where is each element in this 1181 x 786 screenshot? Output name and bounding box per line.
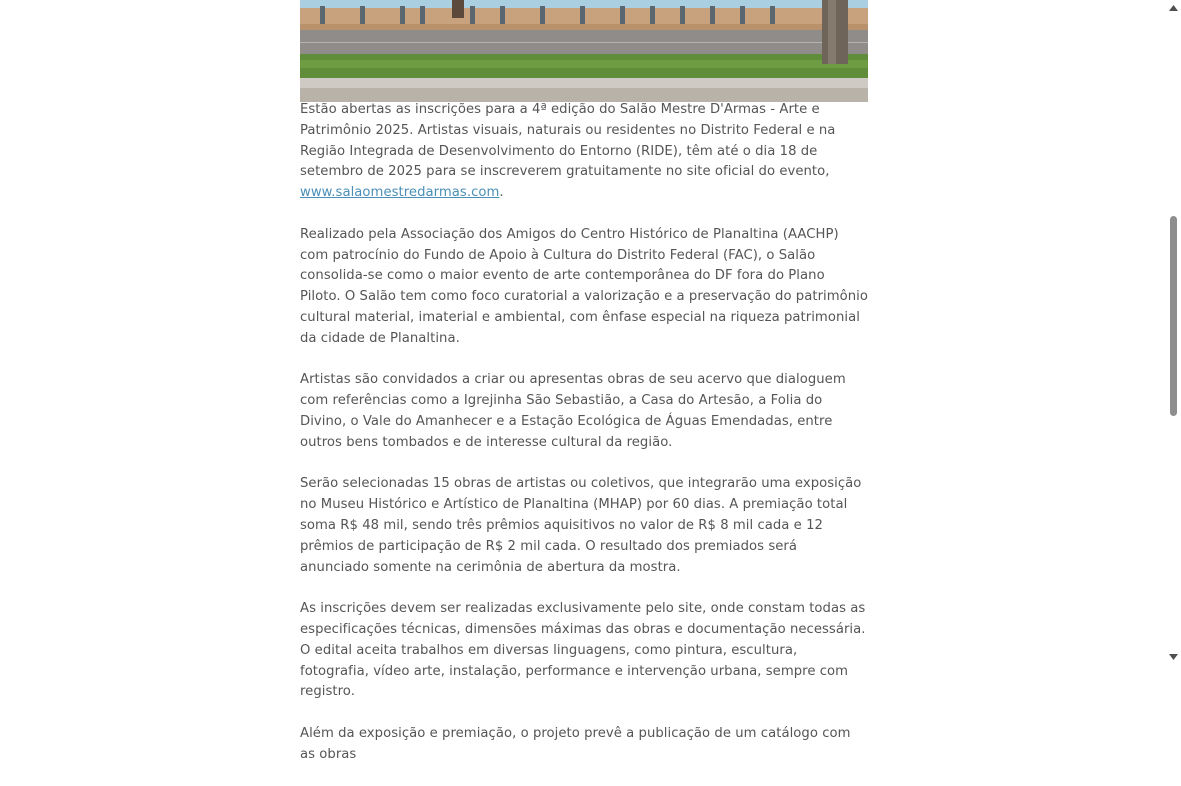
article-paragraph-1 [300, 100, 868, 204]
article-hero-image [300, 0, 868, 102]
triangle-up-icon[interactable] [1166, 0, 1181, 15]
article-paragraph-2: Realizado pela Associação dos Amigos do Centro Histórico de Planaltina (AACHP) com patrocínio do Fundo de Apoio à Cultura do Distrito Federal (FAC), o Salão consolida-se como o maior evento de arte contemporânea do DF fora do Plano Piloto. O Salão tem como foco curatorial a valorização e a preservação do patrimônio cultural material, imaterial e ambiental, com ênfase especial na riqueza patrimonial da cidade de Planaltina. [300, 226, 869, 346]
triangle-down-icon[interactable] [1166, 649, 1181, 664]
article-body [300, 100, 868, 786]
article-paragraph-3: Artistas são convidados a criar ou apresentas obras de seu acervo que dialoguem com referências como a Igrejinha São Sebastião, a Casa do Artesão, a Folia do Divino, o Vale do Amanhecer e a Estação Ecológica de Águas Emendadas, entre outros bens tombados e de interesse cultural da região. [300, 372, 846, 450]
article-paragraph-6: Além da exposição e premiação, o projeto prevê a publicação de um catálogo com as obras [300, 725, 851, 762]
vertical-scrollbar[interactable] [1166, 0, 1181, 664]
article-paragraph-4: Serão selecionadas 15 obras de artistas ou coletivos, que integrarão uma exposição no Museu Histórico e Artístico de Planaltina (MHAP) por 60 dias. A premiação total soma R$ 48 mil, sendo três prêmios aquisitivos no valor de R$ 8 mil cada e 12 prêmios de participação de R$ 2 mil cada. O resultado dos premiados será anunciado somente na cerimônia de abertura da mostra. [300, 476, 862, 575]
event-website-link[interactable]: www.salaomestredarmas.com [300, 185, 500, 201]
article-paragraph-1-end: . [499, 185, 504, 201]
article-paragraph-5: As inscrições devem ser realizadas exclusivamente pelo site, onde constam todas as especificações técnicas, dimensões máximas das obras e documentação necessária. O edital aceita trabalhos em diversas linguagens, como pintura, escultura, fotografia, vídeo arte, instalação, performance e intervenção urbana, sempre com registro. [300, 601, 866, 700]
article-paragraph-1-text: Estão abertas as inscrições para a 4ª edição do Salão Mestre D'Armas - Arte e Patrimônio 2025. Artistas visuais, naturais ou residentes no Distrito Federal e na Região Integrada de Desenvolvimento do Entorno (RIDE), têm até o dia 18 de setembro de 2025 para se inscreverem gratuitamente no site oficial do evento, [300, 102, 836, 180]
scrollbar-thumb[interactable] [1170, 216, 1177, 416]
